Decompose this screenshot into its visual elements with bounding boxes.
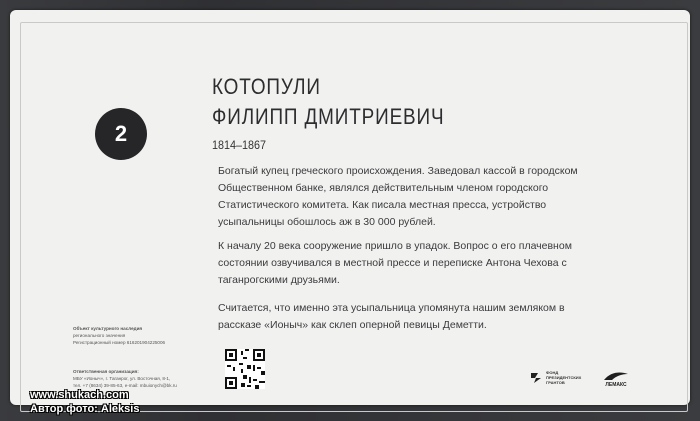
heritage-info <box>73 325 165 346</box>
number-badge: 2 <box>95 108 147 160</box>
watermark-author: Автор фото: Aleksis <box>30 403 140 415</box>
heritage-line: регионального значения <box>73 333 126 338</box>
biography-paragraph: Богатый купец греческого происхождения. Заведовал кассой в городском Общественном банке, являлся действительным членом городского Статистического комитета. Как писала местная пресса, устройство усыпальницы обошлось аж в 30 000 рублей. <box>218 165 578 228</box>
org-line: МБУ «Ионыч», г. Таганрог, ул. Восточная, 8-1, <box>73 376 171 381</box>
org-line: тел. +7 (8634) 39-85-63, e-mail: mbuionych@bk.ru <box>73 383 177 388</box>
person-name <box>212 72 444 132</box>
life-years: 1814–1867 <box>212 138 267 152</box>
organization-info <box>73 368 177 389</box>
qr-code-icon[interactable] <box>225 349 265 389</box>
history-paragraph: К началу 20 века сооружение пришло в упадок. Вопрос о его плачевном состоянии озвучивался в местной прессе и переписке Антона Чехова с таганрогскими друзьями. <box>218 240 572 286</box>
fund-logo-text: ФОНД ПРЕЗИДЕНТСКИХ ГРАНТОВ <box>546 370 582 385</box>
literary-paragraph: Считается, что именно эта усыпальница упомянута нашим земляком в рассказе «Ионыч» как склеп оперной певицы Деметти. <box>218 302 565 331</box>
watermark-site: www.shukach.com <box>30 389 129 401</box>
lemax-logo-text: ЛЕМАКС <box>605 382 627 388</box>
fund-emblem-icon <box>530 372 542 384</box>
heritage-line: Объект культурного наследия <box>73 326 143 331</box>
org-line: Ответственная организация: <box>73 369 139 374</box>
lemax-emblem-icon <box>602 370 630 382</box>
surname: КОТОПУЛИ <box>212 74 321 99</box>
presidential-grants-fund-logo <box>530 370 582 385</box>
given-names: ФИЛИПП ДМИТРИЕВИЧ <box>212 104 445 129</box>
heritage-line: Регистрационный номер 616201904225006 <box>73 340 166 345</box>
lemax-logo <box>602 370 630 388</box>
